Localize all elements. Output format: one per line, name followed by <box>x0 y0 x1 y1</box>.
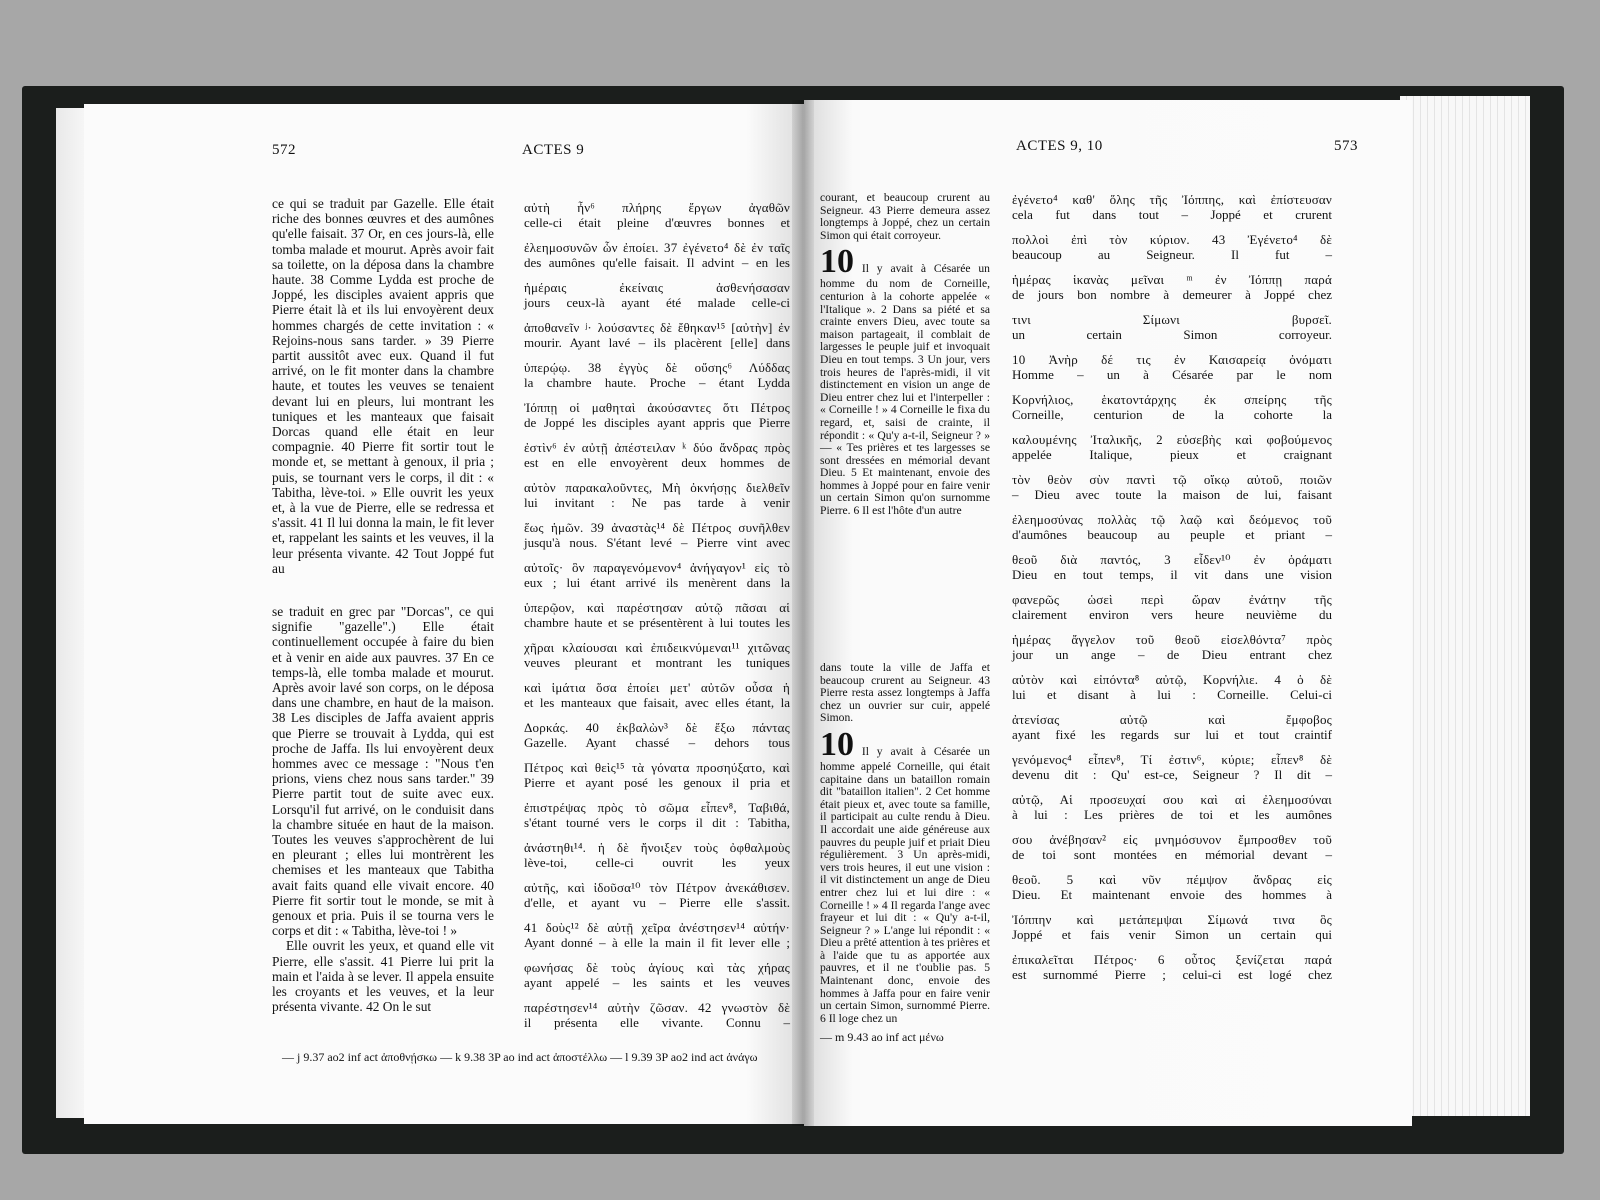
interlinear-row <box>1012 552 1332 592</box>
greek-line: ἐπικαλεῖται Πέτρος· 6 οὗτος ξενίζεται παρά <box>1012 952 1332 967</box>
french-gloss-line: des aumônes qu'elle faisait. Il advint – en les <box>524 255 790 270</box>
interlinear-row <box>1012 912 1332 952</box>
greek-line: αὐτῷ, Αἱ προσευχαί σου καὶ αἱ ἐλεημοσύναι <box>1012 792 1332 807</box>
interlinear-row <box>524 520 790 560</box>
greek-line: ἐλεημοσυνῶν ὧν ἐποίει. 37 ἐγένετο⁴ δὲ ἐν ταῖς <box>524 240 790 255</box>
interlinear-row <box>524 840 790 880</box>
french-gloss-line: un certain Simon corroyeur. <box>1012 327 1332 342</box>
greek-line: τὸν θεὸν σὺν παντὶ τῷ οἴκῳ αὐτοῦ, ποιῶν <box>1012 472 1332 487</box>
interlinear-row <box>1012 392 1332 432</box>
greek-line: ἐγένετο⁴ καθ' ὅλης τῆς Ἰόππης, καὶ ἐπίστευσαν <box>1012 192 1332 207</box>
interlinear-row <box>524 240 790 280</box>
greek-line: ἡμέρας ἄγγελον τοῦ θεοῦ εἰσελθόντα⁷ πρὸς <box>1012 632 1332 647</box>
greek-line: Ἰόππην καὶ μετάπεμψαι Σίμωνά τινα ὃς <box>1012 912 1332 927</box>
greek-line: αὐτῆς, καὶ ἰδοῦσα¹⁰ τὸν Πέτρον ἀνεκάθισεν. <box>524 880 790 895</box>
greek-line: πολλοὶ ἐπὶ τὸν κύριον. 43 Ἐγένετο⁴ δὲ <box>1012 232 1332 247</box>
running-head-left: ACTES 9 <box>522 142 585 158</box>
interlinear-column-right <box>1012 192 1332 992</box>
greek-line: γενόμενος⁴ εἶπεν⁸, Τί ἐστιν⁶, κύριε; εἶπεν⁸ δὲ <box>1012 752 1332 767</box>
left-page <box>84 104 804 1124</box>
page-number-left: 572 <box>272 142 296 158</box>
interlinear-row <box>524 440 790 480</box>
interlinear-row <box>524 800 790 840</box>
page-number-right: 573 <box>1334 138 1358 154</box>
greek-line: ἀνάστηθι¹⁴. ἡ δὲ ἤνοιξεν τοὺς ὀφθαλμοὺς <box>524 840 790 855</box>
french-gloss-line: d'aumônes beaucoup au peuple et priant – <box>1012 527 1332 542</box>
french-gloss-line: s'étant tourné vers le corps il dit : Tabitha, <box>524 815 790 830</box>
interlinear-row <box>1012 512 1332 552</box>
interlinear-row <box>1012 632 1332 672</box>
interlinear-row <box>524 480 790 520</box>
interlinear-row <box>524 320 790 360</box>
french-gloss-line: lui invitant : Ne pas tarde à venir <box>524 495 790 510</box>
french-gloss-line: ayant fixé les regards sur lui et tout craintif <box>1012 727 1332 742</box>
greek-line: 41 δοὺς¹² δὲ αὐτῇ χεῖρα ἀνέστησεν¹⁴ αὐτήν· <box>524 920 790 935</box>
chapter-10-marker-b: 10 <box>820 725 854 763</box>
greek-line: ἡμέρας ἱκανὰς μεῖναι ᵐ ἐν Ἰόππῃ παρά <box>1012 272 1332 287</box>
interlinear-row <box>1012 752 1332 792</box>
greek-line: αὐτὸν καὶ εἰπόντα⁸ αὐτῷ, Κορνήλιε. 4 ὁ δὲ <box>1012 672 1332 687</box>
interlinear-row <box>1012 792 1332 832</box>
crowd-block-2: dans toute la ville de Jaffa et beaucoup crurent au Seigneur. 43 Pierre resta assez longtemps à Jaffa chez un ouvrier sur cuir, appelé Simon. <box>820 661 990 725</box>
interlinear-row <box>524 1000 790 1040</box>
french-gloss-line: devenu dit : Qu' est-ce, Seigneur ? Il dit – <box>1012 767 1332 782</box>
interlinear-row <box>1012 192 1332 232</box>
greek-line: παρέστησεν¹⁴ αὐτὴν ζῶσαν. 42 γνωστὸν δὲ <box>524 1000 790 1015</box>
french-gloss-line: Dieu en tout temps, il vit dans une vision <box>1012 567 1332 582</box>
french-gloss-line: de toi sont montées en mémorial devant – <box>1012 847 1332 862</box>
french-gloss-line: clairement environ vers heure neuvième du <box>1012 607 1332 622</box>
greek-line: ἐλεημοσύνας πολλὰς τῷ λαῷ καὶ δεόμενος τοῦ <box>1012 512 1332 527</box>
french-gloss-line: Joppé et fais venir Simon un certain qui <box>1012 927 1332 942</box>
interlinear-row <box>1012 272 1332 312</box>
french-column-1 <box>272 196 494 576</box>
french-gloss-line: cela fut dans tout – Joppé et crurent <box>1012 207 1332 222</box>
french-gloss-line: eux ; lui étant arrivé ils menèrent dans la <box>524 575 790 590</box>
greek-line: ὑπερῷον, καὶ παρέστησαν αὐτῷ πᾶσαι αἱ <box>524 600 790 615</box>
footnote-right: — m 9.43 ao inf act μένω <box>820 1030 944 1044</box>
french-gloss-line: Pierre et ayant posé les genoux il pria et <box>524 775 790 790</box>
french-gloss-line: jour un ange – de Dieu entrant chez <box>1012 647 1332 662</box>
french-block-2: se traduit en grec par "Dorcas", ce qui signifie "gazelle".) Elle était continuellement occupée à faire du bien et à venir en aide aux pauvres. 37 En ce temps-là, elle tomba malade et mourut. Après avoir lavé son corps, on le déposa dans une chambre, en haut de la maison. 38 Les disciples de Jaffa avaient appris que Pierre se trouvait à Lydda, qui est proche de Jaffa. Ils lui envoyèrent deux hommes avec ce message : "Nous t'en prions, viens chez nous sans tarder." 39 Pierre partit tout de suite avec eux. Lorsqu'il fut arrivé, on le conduisit dans la chambre située en haut de la maison. Toutes les veuves s'approchèrent de lui en pleurant ; elles lui montrèrent les chemises et les manteaux que Tabitha avait faits quand elle vivait encore. 40 Pierre fit sortir tout le monde, se mit à genoux et pria. Puis il se tourna vers le corps et dit : « Tabitha, lève-toi ! » <box>272 604 494 939</box>
french-gloss-line: – Dieu avec toute la maison de lui, faisant <box>1012 487 1332 502</box>
interlinear-row <box>1012 952 1332 992</box>
french-gloss-line: jours ceux-là ayant été malade celle-ci <box>524 295 790 310</box>
interlinear-row <box>524 720 790 760</box>
footnote-left: — j 9.37 ao2 inf act ἀποθνῄσκω — k 9.38 3P ao ind act ἀποστέλλω — l 9.39 3P ao2 ind act ἀνάγω <box>282 1050 758 1064</box>
interlinear-row <box>1012 872 1332 912</box>
greek-line: Ἰόππῃ οἱ μαθηταὶ ἀκούσαντες ὅτι Πέτρος <box>524 400 790 415</box>
interlinear-row <box>524 960 790 1000</box>
greek-line: καὶ ἱμάτια ὅσα ἐποίει μετ' αὐτῶν οὖσα ἡ <box>524 680 790 695</box>
interlinear-row <box>1012 432 1332 472</box>
crowd-block-2b: Il y avait à Césarée un homme appelé Corneille, qui était capitaine dans un bataillon romain dit "bataillon italien". 2 Cet homme était pieux et, avec toute sa famille, il participait au culte rendu à Dieu. Il accordait une aide généreuse aux pauvres du peuple juif et priait Dieu régulièrement. 3 Un après-midi, vers trois heures, il eut une vision : il vit distinctement un ange de Dieu entrer chez lui et lui dire : « Corneille ! » 4 Il regarda l'ange avec frayeur et lui dit : « Qu'y a-t-il, Seigneur ? » L'ange lui répondit : « Dieu a prêté attention à tes prières et à l'aide que tu as apportée aux pauvres, et il ne t'oublie pas. 5 Maintenant donc, envoie des hommes à Jaffa pour en faire venir un certain Simon, surnommé Pierre. 6 Il loge chez un <box>820 744 990 1025</box>
french-gloss-line: Ayant donné – à elle la main il fit lever elle ; <box>524 935 790 950</box>
greek-line: θεοῦ. 5 καὶ νῦν πέμψον ἄνδρας εἰς <box>1012 872 1332 887</box>
running-head-right: ACTES 9, 10 <box>1016 138 1103 154</box>
interlinear-row <box>1012 672 1332 712</box>
french-gloss-line: beaucoup au Seigneur. Il fut – <box>1012 247 1332 262</box>
interlinear-row <box>1012 592 1332 632</box>
french-gloss-line: Dieu. Et maintenant envoie des hommes à <box>1012 887 1332 902</box>
french-column-2 <box>272 604 494 1014</box>
right-page-edges <box>1400 96 1530 1116</box>
interlinear-row <box>524 560 790 600</box>
chapter-10-marker-a: 10 <box>820 243 854 281</box>
greek-line: ἐστὶν⁶ ἐν αὐτῇ ἀπέστειλαν ᵏ δύο ἄνδρας πρὸς <box>524 440 790 455</box>
greek-line: φανερῶς ὡσεὶ περὶ ὥραν ἐνάτην τῆς <box>1012 592 1332 607</box>
greek-line: ὑπερῴῳ. 38 ἐγγὺς δὲ οὔσης⁶ Λύδδας <box>524 360 790 375</box>
interlinear-row <box>1012 472 1332 512</box>
interlinear-row <box>524 680 790 720</box>
greek-line: ἐπιστρέψας πρὸς τὸ σῶμα εἶπεν⁸, Ταβιθά, <box>524 800 790 815</box>
french-gloss-line: Homme – un à Césarée par le nom <box>1012 367 1332 382</box>
greek-line: αὐτὸν παρακαλοῦντες, Μὴ ὀκνήσῃς διελθεῖν <box>524 480 790 495</box>
french-block-1: ce qui se traduit par Gazelle. Elle était riche des bonnes œuvres et des aumônes qu'elle faisait. 37 Or, en ces jours-là, elle tomba malade et mourut. Après avoir fait sa toilette, on la déposa dans la chambre haute. 38 Comme Lydda est proche de Joppé, les disciples avaient appris que Pierre était là et ils lui envoyèrent deux hommes chargés de cette invitation : « Rejoins-nous sans tarder. » 39 Pierre partit aussitôt avec eux. Quand il fut arrivé, on le fit monter dans la chambre haute, et toutes les veuves se tenaient devant lui en pleurs, lui montrant les tuniques et les manteaux que faisait Dorcas quand elle était en leur compagnie. 40 Pierre fit sortir tout le monde et, se mettant à genoux, il pria ; puis, se tournant vers le corps, il dit : « Tabitha, lève-toi. » Elle ouvrit les yeux et, à la vue de Pierre, elle se redressa et s'assit. 41 Il lui donna la main, le fit lever et, rappelant les saints et les veuves, il la leur présenta vivante. 42 Tout Joppé fut au <box>272 196 494 576</box>
french-gloss-line: à lui : Les prières de toi et les aumônes <box>1012 807 1332 822</box>
french-gloss-line: veuves pleurant et montrant les tuniques <box>524 655 790 670</box>
greek-line: σου ἀνέβησαν² εἰς μνημόσυνον ἔμπροσθεν τοῦ <box>1012 832 1332 847</box>
french-gloss-line: de jours bon nombre à demeurer à Joppé chez <box>1012 287 1332 302</box>
interlinear-row <box>524 920 790 960</box>
interlinear-row <box>1012 232 1332 272</box>
interlinear-row <box>1012 712 1332 752</box>
french-gloss-line: lève-toi, celle-ci ouvrit les yeux <box>524 855 790 870</box>
interlinear-row <box>524 600 790 640</box>
french-gloss-line: il présenta elle vivante. Connu – <box>524 1015 790 1030</box>
french-gloss-line: mourir. Ayant lavé – ils placèrent [elle] dans <box>524 335 790 350</box>
greek-line: 10 Ἀνὴρ δέ τις ἐν Καισαρείᾳ ὀνόματι <box>1012 352 1332 367</box>
french-gloss-line: Corneille, centurion de la cohorte la <box>1012 407 1332 422</box>
interlinear-row <box>1012 352 1332 392</box>
french-block-3: Elle ouvrit les yeux, et quand elle vit Pierre, elle s'assit. 41 Pierre lui prit la main et l'aida à se lever. Il appela ensuite les croyants et les veuves, et la leur présenta vivante. 42 On le sut <box>272 938 494 1015</box>
interlinear-row <box>524 200 790 240</box>
interlinear-row <box>1012 832 1332 872</box>
french-gloss-line: d'elle, et ayant vu – Pierre elle s'assit. <box>524 895 790 910</box>
french-gloss-line: et les manteaux que faisait, avec elles étant, la <box>524 695 790 710</box>
french-gloss-line: de Joppé les disciples ayant appris que Pierre <box>524 415 790 430</box>
greek-line: Πέτρος καὶ θεὶς¹⁵ τὰ γόνατα προσηύξατο, καὶ <box>524 760 790 775</box>
crowd-column-2 <box>820 662 990 1025</box>
interlinear-row <box>524 360 790 400</box>
greek-line: αὐτοῖς· ὃν παραγενόμενον⁴ ἀνήγαγον¹ εἰς τὸ <box>524 560 790 575</box>
interlinear-row <box>524 880 790 920</box>
greek-line: ἕως ἡμῶν. 39 ἀναστὰς¹⁴ δὲ Πέτρος συνῆλθεν <box>524 520 790 535</box>
crowd-column-1 <box>820 192 990 518</box>
greek-line: τινι Σίμωνι βυρσεῖ. <box>1012 312 1332 327</box>
greek-line: καλουμένης Ἰταλικῆς, 2 εὐσεβὴς καὶ φοβούμενος <box>1012 432 1332 447</box>
interlinear-row <box>524 640 790 680</box>
french-gloss-line: celle-ci était pleine d'œuvres bonnes et <box>524 215 790 230</box>
french-gloss-line: ayant appelé – les saints et les veuves <box>524 975 790 990</box>
greek-line: αὐτὴ ἦν⁶ πλήρης ἔργων ἀγαθῶν <box>524 200 790 215</box>
french-gloss-line: la chambre haute. Proche – étant Lydda <box>524 375 790 390</box>
greek-line: Κορνήλιος, ἑκατοντάρχης ἐκ σπείρης τῆς <box>1012 392 1332 407</box>
french-gloss-line: jusqu'à nous. S'étant levé – Pierre vint avec <box>524 535 790 550</box>
french-gloss-line: est surnommé Pierre ; celui-ci est logé chez <box>1012 967 1332 982</box>
greek-line: Δορκάς. 40 ἐκβαλὼν³ δὲ ἔξω πάντας <box>524 720 790 735</box>
greek-line: ἀποθανεῖν ʲ· λούσαντες δὲ ἔθηκαν¹⁵ [αὐτὴν] ἐν <box>524 320 790 335</box>
greek-line: χῆραι κλαίουσαι καὶ ἐπιδεικνύμεναι¹¹ χιτῶνας <box>524 640 790 655</box>
crowd-block-1: courant, et beaucoup crurent au Seigneur. 43 Pierre demeura assez longtemps à Joppé, chez un certain Simon qui était corroyeur. <box>820 191 990 242</box>
interlinear-column-left <box>524 200 790 1040</box>
interlinear-row <box>524 400 790 440</box>
interlinear-row <box>524 760 790 800</box>
greek-line: φωνήσας δὲ τοὺς ἁγίους καὶ τὰς χήρας <box>524 960 790 975</box>
french-gloss-line: est en elle envoyèrent deux hommes de <box>524 455 790 470</box>
right-page <box>804 100 1412 1126</box>
greek-line: θεοῦ διὰ παντός, 3 εἶδεν¹⁰ ἐν ὁράματι <box>1012 552 1332 567</box>
greek-line: ἡμέραις ἐκείναις ἀσθενήσασαν <box>524 280 790 295</box>
greek-line: ἀτενίσας αὐτῷ καὶ ἔμφοβος <box>1012 712 1332 727</box>
interlinear-row <box>524 280 790 320</box>
interlinear-row <box>1012 312 1332 352</box>
french-gloss-line: Gazelle. Ayant chassé – dehors tous <box>524 735 790 750</box>
book-gutter <box>792 100 814 1126</box>
french-gloss-line: appelée Italique, pieux et craignant <box>1012 447 1332 462</box>
french-gloss-line: chambre haute et se présentèrent à lui toutes les <box>524 615 790 630</box>
crowd-block-1b: Il y avait à Césarée un homme du nom de Corneille, centurion à la cohorte appelée « l'Italique ». 2 Dans sa piété et sa crainte envers Dieu, avec toute sa maison partageait, il comblait de largesses le peuple juif et invoquait Dieu en tout temps. 3 Un jour, vers trois heures de l'après-midi, il vit distinctement en vision un ange de Dieu entrer chez lui et l'interpeller : « Corneille ! » 4 Corneille le fixa du regard, et, saisi de crainte, il répondit : « Qu'y a-t-il, Seigneur ? » — « Tes prières et tes largesses se sont dressées en mémorial devant Dieu. 5 Et maintenant, envoie des hommes à Joppé pour en faire venir un certain Simon qu'on surnomme Pierre. 6 Il est l'hôte d'un autre <box>820 262 990 518</box>
french-gloss-line: lui et disant à lui : Corneille. Celui-ci <box>1012 687 1332 702</box>
